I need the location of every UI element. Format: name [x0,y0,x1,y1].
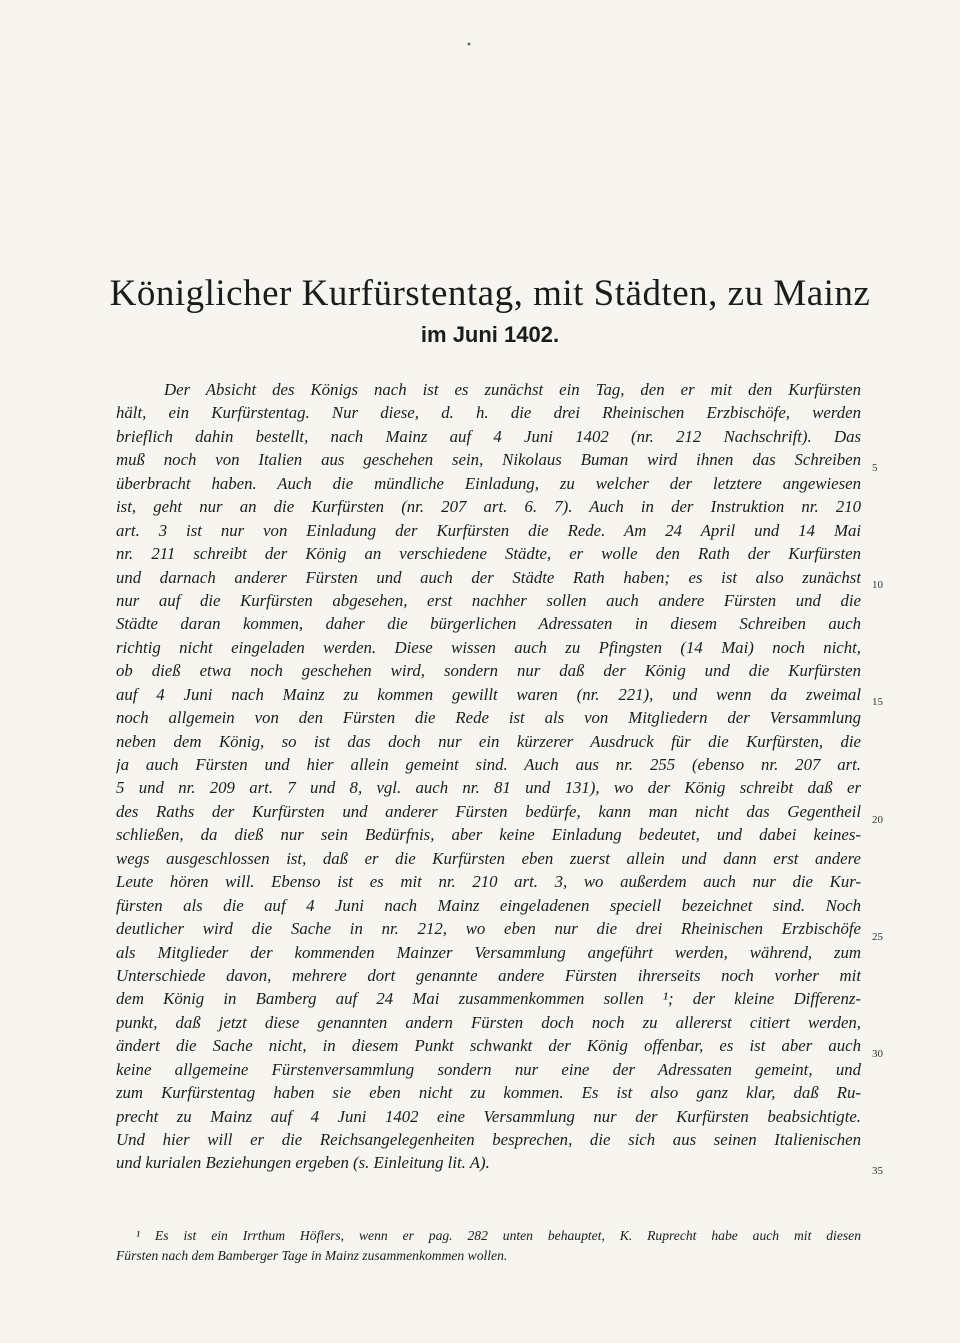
body-line: wegs ausgeschlossen ist, daß er die Kurfürsten eben zuerst allein und dann erst andere [116,848,861,868]
line-number: 10 [872,579,883,591]
line-number: 25 [872,931,883,943]
body-line: ist, geht nur an die Kurfürsten (nr. 207 art. 6. 7). Auch in der Instruktion nr. 210 [116,497,861,517]
footnote-line: Fürsten nach dem Bamberger Tage in Mainz zusammenkommen wollen. [116,1248,508,1263]
line-number: 5 [872,462,878,474]
body-line: fürsten als die auf 4 Juni nach Mainz eingeladenen speciell bezeichnet sind. Noch [116,895,861,915]
body-line: ob dieß etwa noch geschehen wird, sondern nur daß der König und die Kurfürsten [116,661,861,681]
body-line: Der Absicht des Königs nach ist es zunächst ein Tag, den er mit den Kurfürsten [164,380,861,399]
page-title: Königlicher Kurfürstentag, mit Städten, zu Mainz [109,273,871,314]
body-line: als Mitglieder der kommenden Mainzer Versammlung angeführt werden, während, zum [116,942,861,962]
body-line: nr. 211 schreibt der König an verschiedene Städte, er wolle den Rath der Kurfürsten [116,544,861,564]
body-line: Unterschiede davon, mehrere dort genannte andere Fürsten ihrerseits noch vorher mit [116,965,861,985]
body-line: keine allgemeine Fürstenversammlung sondern nur eine der Adressaten gemeint, und [116,1059,861,1079]
line-number: 30 [872,1048,883,1060]
line-number: 15 [872,696,883,708]
print-speck: • [466,40,472,51]
body-line: hält, ein Kurfürstentag. Nur diese, d. h. die drei Rheinischen Erzbischöfe, werden [116,403,861,423]
line-number: 20 [872,814,883,826]
body-line: art. 3 ist nur von Einladung der Kurfürsten die Rede. Am 24 April und 14 Mai [116,520,861,540]
body-line: ändert die Sache nicht, in diesem Punkt schwankt der König offenbar, es ist aber auch [116,1036,861,1056]
body-line: 5 und nr. 209 art. 7 und 8, vgl. auch nr. 81 und 131), wo der König schreibt daß er [116,778,861,798]
body-line: Und hier will er die Reichsangelegenheiten besprechen, die sich aus seinen Italienischen [116,1130,861,1149]
body-line: überbracht haben. Auch die mündliche Einladung, zu welcher der letztere angewiesen [116,473,861,493]
body-line: schließen, da dieß nur sein Bedürfnis, aber keine Einladung bedeutet, und dabei keines- [116,825,861,845]
footnote-line: ¹ Es ist ein Irrthum Höflers, wenn er pag. 282 unten behauptet, K. Ruprecht habe auch mit diesen [136,1228,861,1243]
body-line: auf 4 Juni nach Mainz zu kommen gewillt waren (nr. 221), und wenn da zweimal [116,684,861,704]
body-line: muß noch von Italien aus geschehen sein, Nikolaus Buman wird ihnen das Schreiben [116,450,861,470]
body-line: Städte daran kommen, daher die bürgerlichen Adressaten in diesem Schreiben auch [116,614,861,634]
body-line: des Raths der Kurfürsten und anderer Fürsten bedürfe, kann man nicht das Gegentheil [116,801,861,821]
body-line: Leute hören will. Ebenso ist es mit nr. 210 art. 3, wo außerdem auch nur die Kur- [116,872,861,892]
body-line: ja auch Fürsten und hier allein gemeint sind. Auch aus nr. 255 (ebenso nr. 207 art. [116,755,861,774]
page-subtitle: im Juni 1402. [420,322,560,347]
body-text [116,378,861,1175]
body-line: deutlicher wird die Sache in nr. 212, wo eben nur die drei Rheinischen Erzbischöfe [116,919,861,939]
body-line: und kurialen Beziehungen ergeben (s. Einleitung lit. A). [116,1153,490,1173]
body-line: noch allgemein von den Fürsten die Rede ist als von Mitgliedern der Versammlung [116,708,861,728]
body-line: nur auf die Kurfürsten abgesehen, erst nachher sollen auch andere Fürsten und die [116,590,861,610]
body-line: neben dem König, so ist das doch nur ein kürzerer Ausdruck für die Kurfürsten, die [116,731,861,751]
body-line: zum Kurfürstentag haben sie eben nicht zu kommen. Es ist also ganz klar, daß Ru- [116,1083,861,1103]
body-line: precht zu Mainz auf 4 Juni 1402 eine Versammlung nur der Kurfürsten beabsichtigte. [116,1106,861,1126]
body-line: dem König in Bamberg auf 24 Mai zusammenkommen sollen ¹; der kleine Differenz- [116,989,861,1009]
body-line: richtig nicht eingeladen werden. Diese wissen auch zu Pfingsten (14 Mai) noch nicht, [116,637,861,657]
body-line: brieflich dahin bestellt, nach Mainz auf 4 Juni 1402 (nr. 212 Nachschrift). Das [116,426,861,446]
footnote [116,1226,861,1266]
line-number: 35 [872,1165,883,1177]
body-line: und darnach anderer Fürsten und auch der Städte Rath haben; es ist also zunächst [116,567,861,587]
body-line: punkt, daß jetzt diese genannten andern Fürsten doch noch zu allererst citiert werden, [116,1012,861,1032]
